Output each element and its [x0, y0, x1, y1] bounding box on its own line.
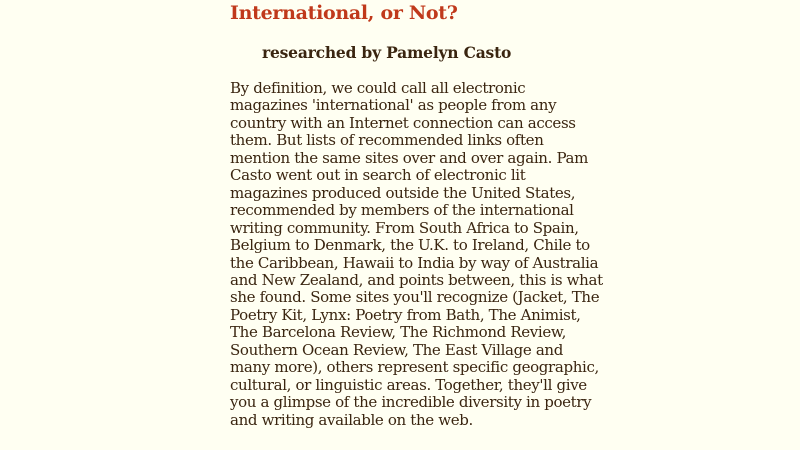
body-line: you a glimpse of the incredible diversity in poetry — [230, 393, 592, 412]
body-line: magazines 'international' as people from any — [230, 96, 557, 115]
body-line: By definition, we could call all electronic — [230, 79, 526, 97]
body-line: mention the same sites over and over again. Pam — [230, 148, 588, 167]
body-line: them. But lists of recommended links often — [230, 131, 544, 150]
body-line: and New Zealand, and points between, this is what — [230, 270, 603, 289]
body-line: the Caribbean, Hawaii to India by way of Australia — [230, 253, 599, 272]
body-line: country with an Internet connection can access — [230, 113, 576, 132]
article-body — [230, 80, 603, 429]
body-line: Poetry Kit, Lynx: Poetry from Bath, The Animist, — [230, 305, 581, 324]
body-line: and writing available on the web. — [230, 410, 473, 429]
body-line: cultural, or linguistic areas. Together, they'll give — [230, 375, 587, 394]
body-line: The Barcelona Review, The Richmond Review, — [230, 323, 567, 342]
body-line: Southern Ocean Review, The East Village and — [230, 340, 563, 359]
article-title: International, or Not? — [230, 2, 458, 24]
article-byline: researched by Pamelyn Casto — [262, 43, 512, 62]
body-line: Belgium to Denmark, the U.K. to Ireland, Chile to — [230, 236, 590, 255]
body-line: recommended by members of the international — [230, 201, 574, 220]
body-line: she found. Some sites you'll recognize (Jacket, The — [230, 288, 600, 307]
body-line: Casto went out in search of electronic lit — [230, 166, 526, 185]
body-line: magazines produced outside the United States, — [230, 183, 576, 202]
body-line: writing community. From South Africa to Spain, — [230, 218, 579, 237]
body-line: many more), others represent specific geographic, — [230, 358, 599, 377]
